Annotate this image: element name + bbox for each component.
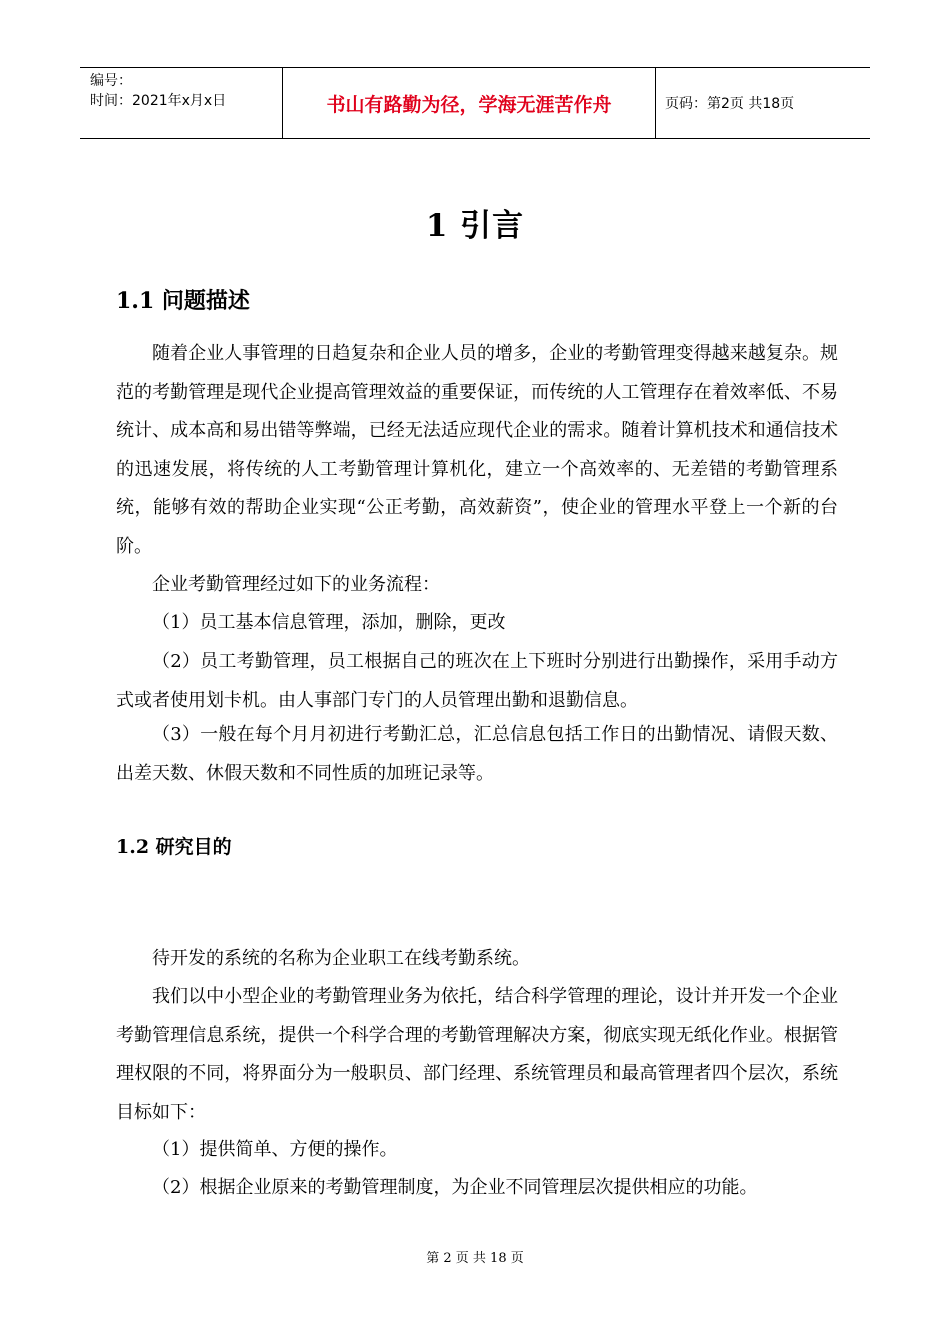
paragraph: 待开发的系统的名称为企业职工在线考勤系统。: [152, 948, 530, 969]
page-header: [80, 67, 870, 139]
header-page-label: 页码：第2页 共18页: [665, 96, 795, 112]
paragraph: （1）员工基本信息管理，添加，删除，更改: [152, 612, 506, 633]
page-footer: 第 2 页 共 18 页: [426, 1251, 524, 1266]
section-heading-1-2: 1.2 研究目的: [116, 836, 232, 858]
paragraph: （3）一般在每个月月初进行考勤汇总，汇总信息包括工作日的出勤情况、请假天数、出差天数、休假天数和不同性质的加班记录等。: [116, 724, 838, 784]
paragraph: （2）根据企业原来的考勤管理制度，为企业不同管理层次提供相应的功能。: [152, 1177, 758, 1198]
section-heading-1-1: 1.1 问题描述: [116, 288, 250, 314]
paragraph: （1）提供简单、方便的操作。: [152, 1139, 398, 1160]
header-meta: [80, 68, 282, 138]
number-label: 编号：: [90, 73, 132, 89]
paragraph: 随着企业人事管理的日趋复杂和企业人员的增多，企业的考勤管理变得越来越复杂。规范的考勤管理是现代企业提高管理效益的重要保证，而传统的人工管理存在着效率低、不易统计、成本高和易出错等弊端，已经无法适应现代企业的需求。随着计算机技术和通信技术的迅速发展，将传统的人工考勤管理计算机化，建立一个高效率的、无差错的考勤管理系统，能够有效的帮助企业实现“公正考勤，高效薪资”，使企业的管理水平登上一个新的台阶。: [116, 343, 838, 557]
paragraph: 我们以中小型企业的考勤管理业务为依托，结合科学管理的理论，设计并开发一个企业考勤管理信息系统，提供一个科学合理的考勤管理解决方案，彻底实现无纸化作业。根据管理权限的不同，将界面分为一般职员、部门经理、系统管理员和最高管理者四个层次，系统目标如下：: [116, 986, 838, 1123]
time-label: 时间：2021年x月x日: [90, 93, 227, 109]
chapter-title: 1 引言: [425, 208, 525, 244]
paragraph: （2）员工考勤管理，员工根据自己的班次在上下班时分别进行出勤操作，采用手动方式或者使用划卡机。由人事部门专门的人员管理出勤和退勤信息。: [116, 651, 838, 711]
header-motto: 书山有路勤为径，学海无涯苦作舟: [282, 68, 656, 138]
paragraph: 企业考勤管理经过如下的业务流程：: [152, 574, 440, 595]
